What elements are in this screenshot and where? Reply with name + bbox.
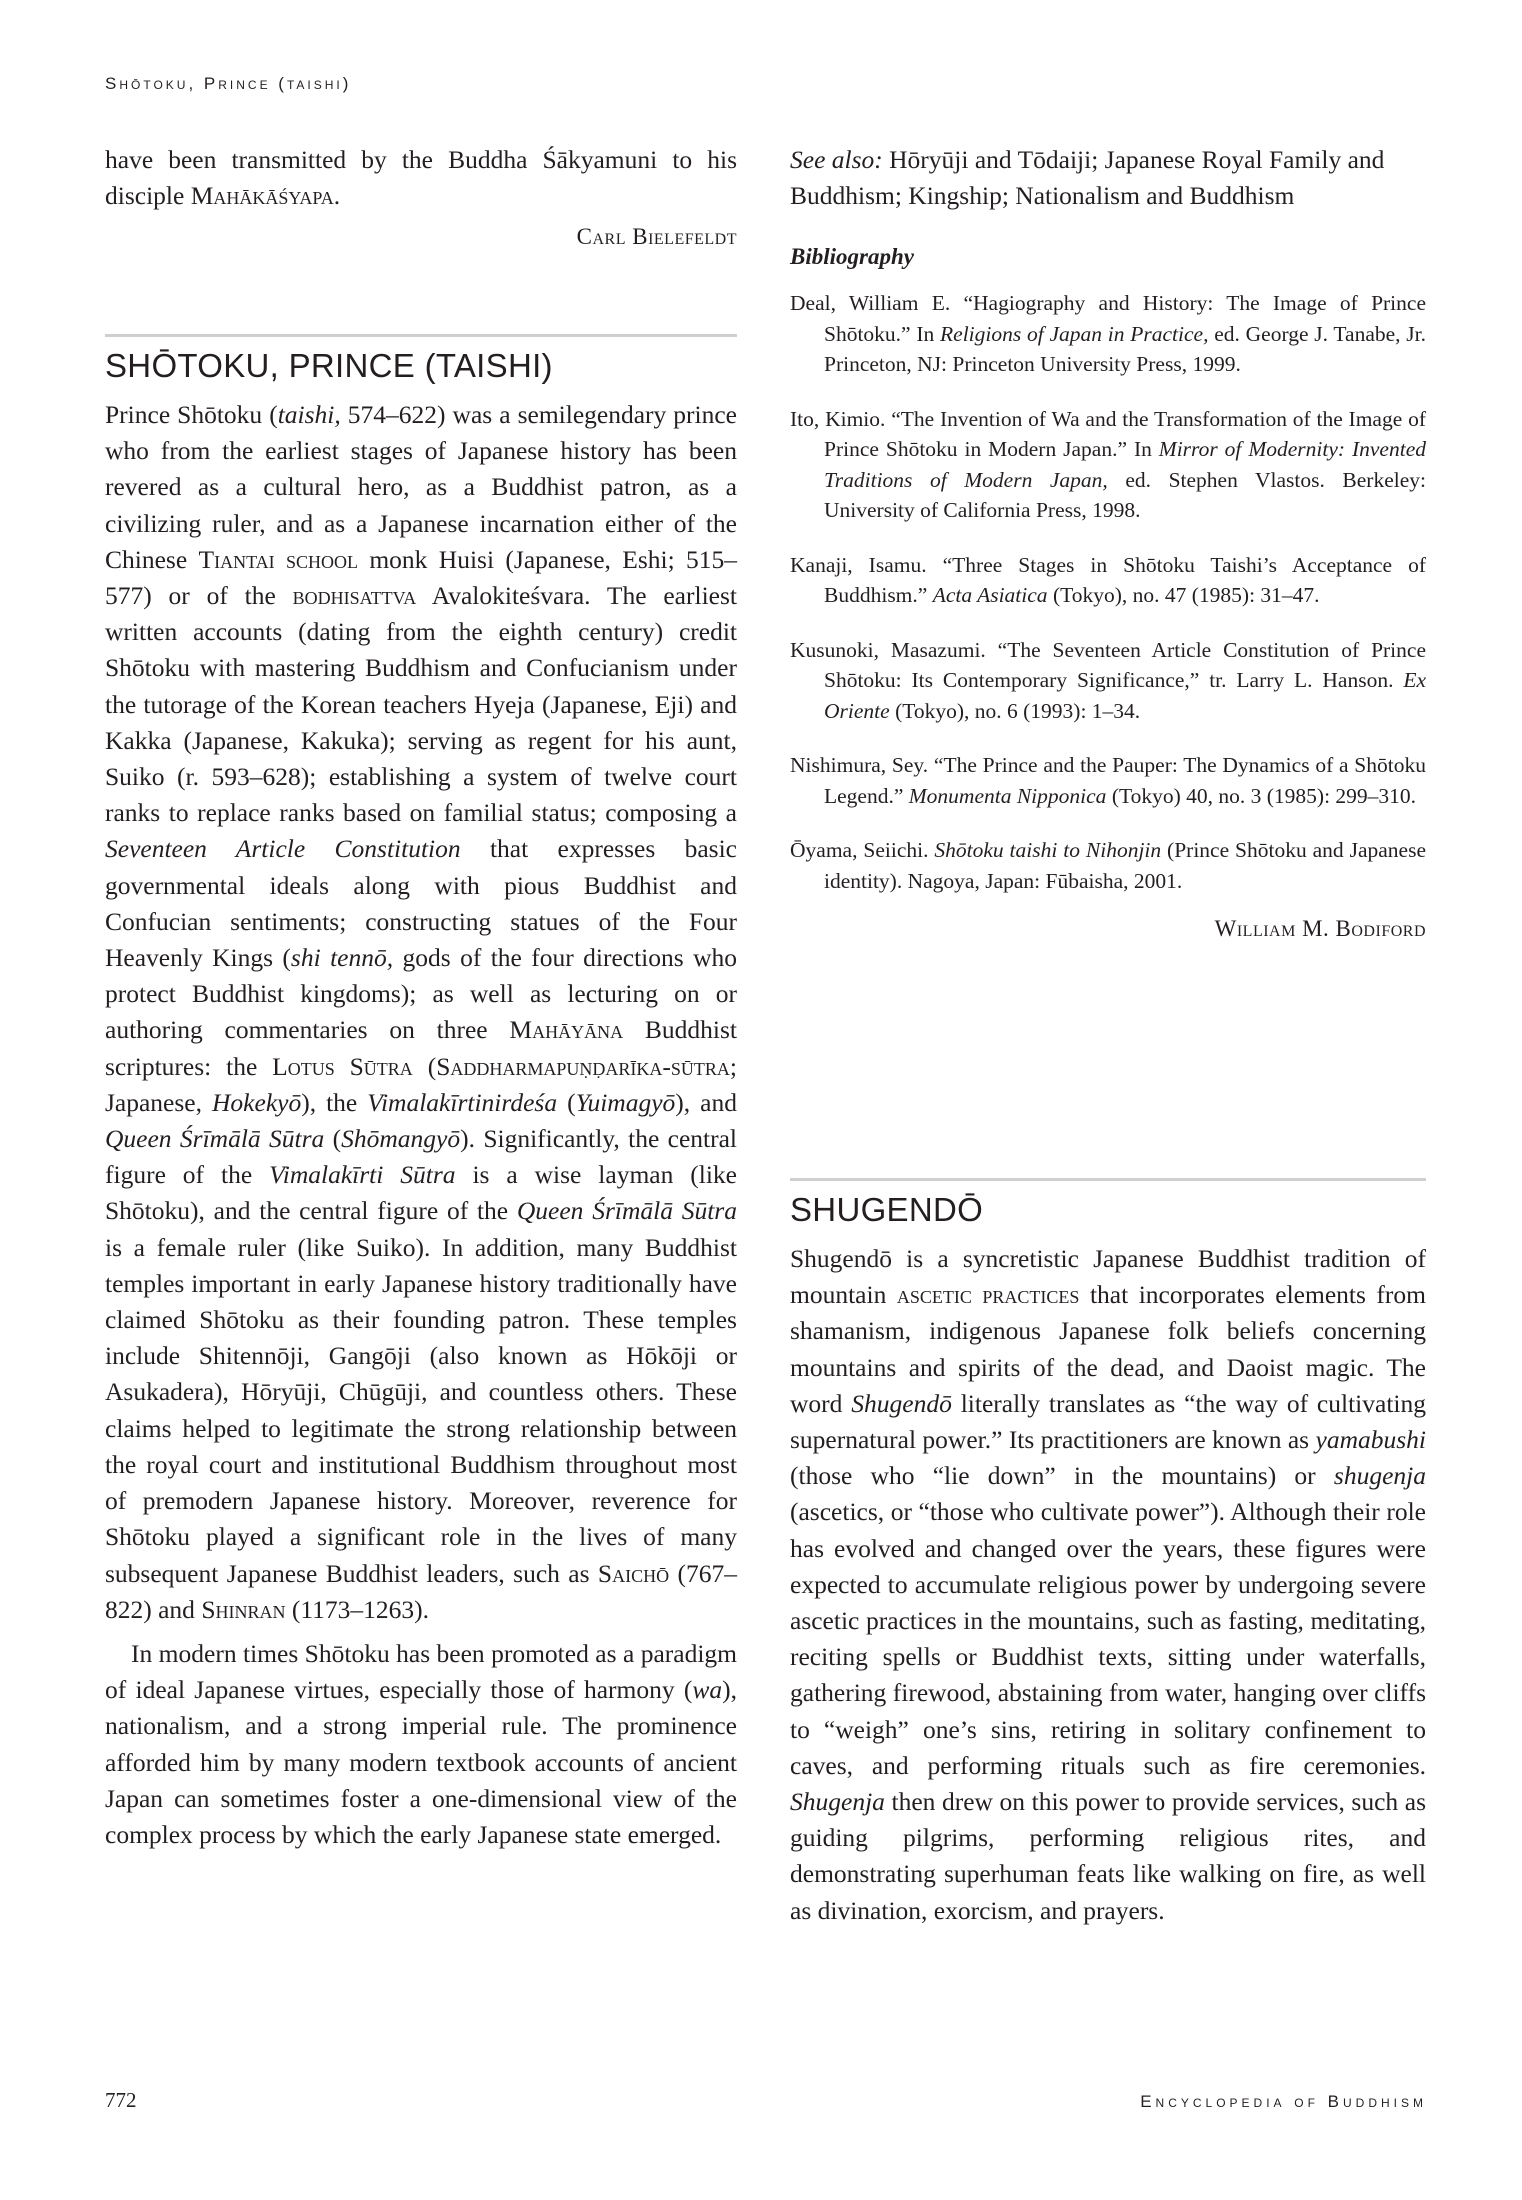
italic-text: yamabushi (1315, 1425, 1426, 1455)
entry-title: SHŌTOKU, PRINCE (TAISHI) (105, 347, 553, 384)
text-run: Nishimura, Sey. “The Prince and the Pauper: The Dynamics of a Shōtoku Legend.” (790, 753, 1426, 808)
bibliography-entry (790, 404, 1426, 526)
text-run: gods of the four directions who protect Buddhist kingdoms); as well as lecturing on or authoring commentaries on three (105, 943, 737, 1045)
italic-text: Shugendō (851, 1388, 952, 1418)
text-run: ), nationalism, and a strong imperial rule. The prominence afforded him by many modern textbook accounts of ancient Japan can sometimes foster a one-dimensional view of the complex process by which the early Japanese state emerged. (105, 1675, 737, 1849)
text-run: ( (412, 1051, 437, 1081)
italic-text: Ex Oriente (824, 668, 1426, 723)
italic-text: Hokekyō (212, 1087, 302, 1117)
entry-author: William M. Bodiford (1214, 916, 1426, 941)
text-run: Avalokiteśvara. The earliest written accounts (dating from the eighth century) credit Shōtoku with mastering Buddhism and Confucianism under the tutorage of the Korean teachers Hyeja (Japanese, Eji) and Kakka (Japanese, Kakuka); serving as regent for his aunt, Suiko (r. 593–628); establishing a system of twelve court ranks to replace ranks based on familial status; composing a (105, 581, 737, 828)
text-run: (1173–1263). (285, 1594, 430, 1624)
italic-text: Seventeen Article Constitution (105, 834, 461, 864)
bibliography-list (790, 288, 1426, 896)
bibliography-heading: Bibliography (790, 244, 914, 269)
italic-text: shugenja (1333, 1461, 1426, 1491)
entry-title: SHUGENDŌ (790, 1191, 984, 1228)
cross-reference[interactable]: Saddharmapuṇḍarīka-sūtra (436, 1051, 730, 1081)
see-also (790, 142, 1426, 214)
italic-text: Shugenja (790, 1787, 885, 1817)
text-run: Buddhist scriptures: the (105, 1015, 737, 1081)
cross-reference[interactable]: Saichō (597, 1558, 670, 1588)
bibliography-entry (790, 635, 1426, 727)
text-run: ed. Stephen Vlastos. Berkeley: University of California Press, 1998. (824, 467, 1426, 522)
previous-entry-author: Carl Bielefeldt (576, 224, 737, 250)
entry-shotoku-continued (790, 142, 1426, 942)
cross-reference[interactable]: Mahākāśyapa (190, 181, 334, 211)
text-run: ), and (675, 1087, 737, 1117)
italic-text: taishi, (277, 400, 341, 429)
paragraph (790, 1241, 1426, 1929)
entry-body (105, 397, 737, 1853)
text-run: is a wise layman (like Shōtoku), and the central figure of the (105, 1160, 737, 1226)
italic-text: shi tennō, (290, 943, 394, 973)
italic-text: Religions of Japan in Practice, (940, 321, 1209, 346)
text-run: ), the (301, 1087, 368, 1117)
paragraph (105, 397, 737, 1628)
italic-text: Queen Śrīmālā Sūtra (516, 1196, 737, 1226)
cross-reference[interactable]: Tiantai school (198, 544, 358, 574)
text-run: ( (324, 1124, 342, 1154)
text-run: Shugendō is a syncretistic Japanese Buddhist tradition of mountain (790, 1244, 1426, 1310)
text-run: that expresses basic governmental ideals along with pious Buddhist and Confucian sentiments; constructing statues of the Four Heavenly Kings ( (105, 834, 737, 973)
entry-shugendo (790, 1178, 1426, 1929)
text-run: Kanaji, Isamu. “Three Stages in Shōtoku Taishi’s Acceptance of Buddhism.” (790, 552, 1426, 607)
text-run: (767–822) and (105, 1558, 737, 1624)
bibliography-entry (790, 835, 1426, 896)
text-run: have been transmitted by the Buddha Śākyamuni to his disciple (105, 145, 737, 211)
text-run: Kusunoki, Masazumi. “The Seventeen Article Constitution of Prince Shōtoku: Its Contemporary Significance,” tr. Larry L. Hanson. (790, 637, 1426, 692)
text-run: (Tokyo) 40, no. 3 (1985): 299–310. (1106, 783, 1417, 808)
text-run: (Tokyo), no. 6 (1993): 1–34. (889, 698, 1141, 723)
text-run: (Tokyo), no. 47 (1985): 31–47. (1047, 583, 1320, 607)
italic-text: Acta Asiatica (932, 583, 1048, 607)
cross-reference[interactable]: Lotus Sūtra (272, 1051, 413, 1081)
text-run: ( (557, 1087, 576, 1117)
cross-reference[interactable]: bodhisattva (292, 581, 417, 611)
bibliography-entry (790, 288, 1426, 380)
paragraph (105, 1636, 737, 1853)
text-run: In modern times Shōtoku has been promoted as a paradigm of ideal Japanese virtues, especially those of harmony ( (105, 1638, 737, 1705)
text-run: (Prince Shōtoku and Japanese identity). Nagoya, Japan: Fūbaisha, 2001. (824, 838, 1426, 893)
text-run: (ascetics, or “those who cultivate power”). Although their role has evolved and changed over the years, these figures were expected to accumulate religious power by undergoing severe ascetic practices in the mountains, such as fasting, meditating, reciting spells or Buddhist texts, sitting under waterfalls, gathering firewood, abstaining from water, hanging over cliffs to “weigh” one’s sins, retiring in solitary confinement to caves, and performing rituals such as fire ceremonies. (790, 1497, 1426, 1780)
text-run: Prince Shōtoku ( (105, 400, 278, 429)
text-run: ed. George J. Tanabe, Jr. Princeton, NJ: Princeton University Press, 1999. (824, 321, 1427, 376)
bibliography-entry (790, 750, 1426, 811)
previous-entry-ending (105, 142, 737, 250)
text-run: that incorporates elements from shamanism, indigenous Japanese folk beliefs concerning mountains and spirits of the dead, and Daoist magic. The word (790, 1280, 1427, 1418)
section-divider (790, 1178, 1426, 1181)
italic-text: Shōmangyō (341, 1124, 461, 1154)
cross-reference[interactable]: ascetic practices (896, 1280, 1080, 1310)
italic-text: Mirror of Modernity: Invented Traditions of Modern Japan, (824, 437, 1426, 492)
cross-reference[interactable]: Shinran (201, 1594, 286, 1624)
text-run: Deal, William E. “Hagiography and History: The Image of Prince Shōtoku.” In (790, 291, 1426, 346)
text-run: ). Significantly, the central figure of the (105, 1124, 737, 1190)
book-title: Encyclopedia of Buddhism (1140, 2092, 1427, 2111)
italic-text: Yuimagyō (575, 1087, 676, 1117)
text-run: Ito, Kimio. “The Invention of Wa and the Transformation of the Image of Prince Shōtoku in Modern Japan.” In (790, 406, 1426, 461)
text-run: (those who “lie down” in the mountains) or (790, 1461, 1334, 1491)
see-also-links[interactable]: Hōryūji and Tōdaiji; Japanese Royal Family and Buddhism; Kingship; Nationalism and Buddhism (790, 145, 1385, 210)
running-head: Shōtoku, Prince (taishi) (105, 74, 352, 93)
text-run: 574–622) was a semilegendary prince who from the earliest stages of Japanese history has been revered as a cultural hero, as a Buddhist patron, as a civilizing ruler, and as a Japanese incarnation either of the Chinese (105, 400, 737, 574)
italic-text: Monumenta Nipponica (908, 783, 1107, 808)
section-divider (105, 334, 737, 337)
previous-entry-text (105, 142, 737, 214)
entry-body (790, 1241, 1426, 1929)
italic-text: Queen Śrīmālā Sūtra (105, 1124, 325, 1154)
entry-shotoku (105, 334, 737, 1853)
bibliography-entry (790, 550, 1426, 611)
text-run: . (333, 181, 341, 211)
italic-text: Shōtoku taishi to Nihonjin (934, 838, 1162, 862)
italic-text: wa (692, 1675, 723, 1705)
italic-text: Vimalakīrti Sūtra (269, 1160, 456, 1190)
text-run: then drew on this power to provide services, such as guiding pilgrims, performing religious rites, and demonstrating superhuman feats like walking on fire, as well as divination, exorcism, and prayers. (790, 1787, 1426, 1925)
page-number: 772 (105, 2088, 137, 2112)
text-run: Ōyama, Seiichi. (790, 838, 935, 862)
text-run: ; Japanese, (105, 1051, 737, 1117)
italic-text: Vimalakīrtinirdeśa (367, 1087, 558, 1117)
see-also-label: See also: (790, 145, 883, 174)
text-run: is a female ruler (like Suiko). In addition, many Buddhist temples important in early Japanese history traditionally have claimed Shōtoku as their founding patron. These temples include Shitennōji, Gangōji (also known as Hōkōji or Asukadera), Hōryūji, Chūgūji, and countless others. These claims helped to legitimate the strong relationship between the royal court and institutional Buddhism throughout most of premodern Japanese history. Moreover, reverence for Shōtoku played a significant role in the lives of many subsequent Japanese Buddhist leaders, such as (105, 1232, 737, 1588)
cross-reference[interactable]: Mahāyāna (509, 1015, 624, 1045)
text-run: literally translates as “the way of cultivating supernatural power.” Its practitioners are known as (790, 1388, 1426, 1455)
text-run: monk Huisi (Japanese, Eshi; 515–577) or of the (105, 544, 738, 611)
